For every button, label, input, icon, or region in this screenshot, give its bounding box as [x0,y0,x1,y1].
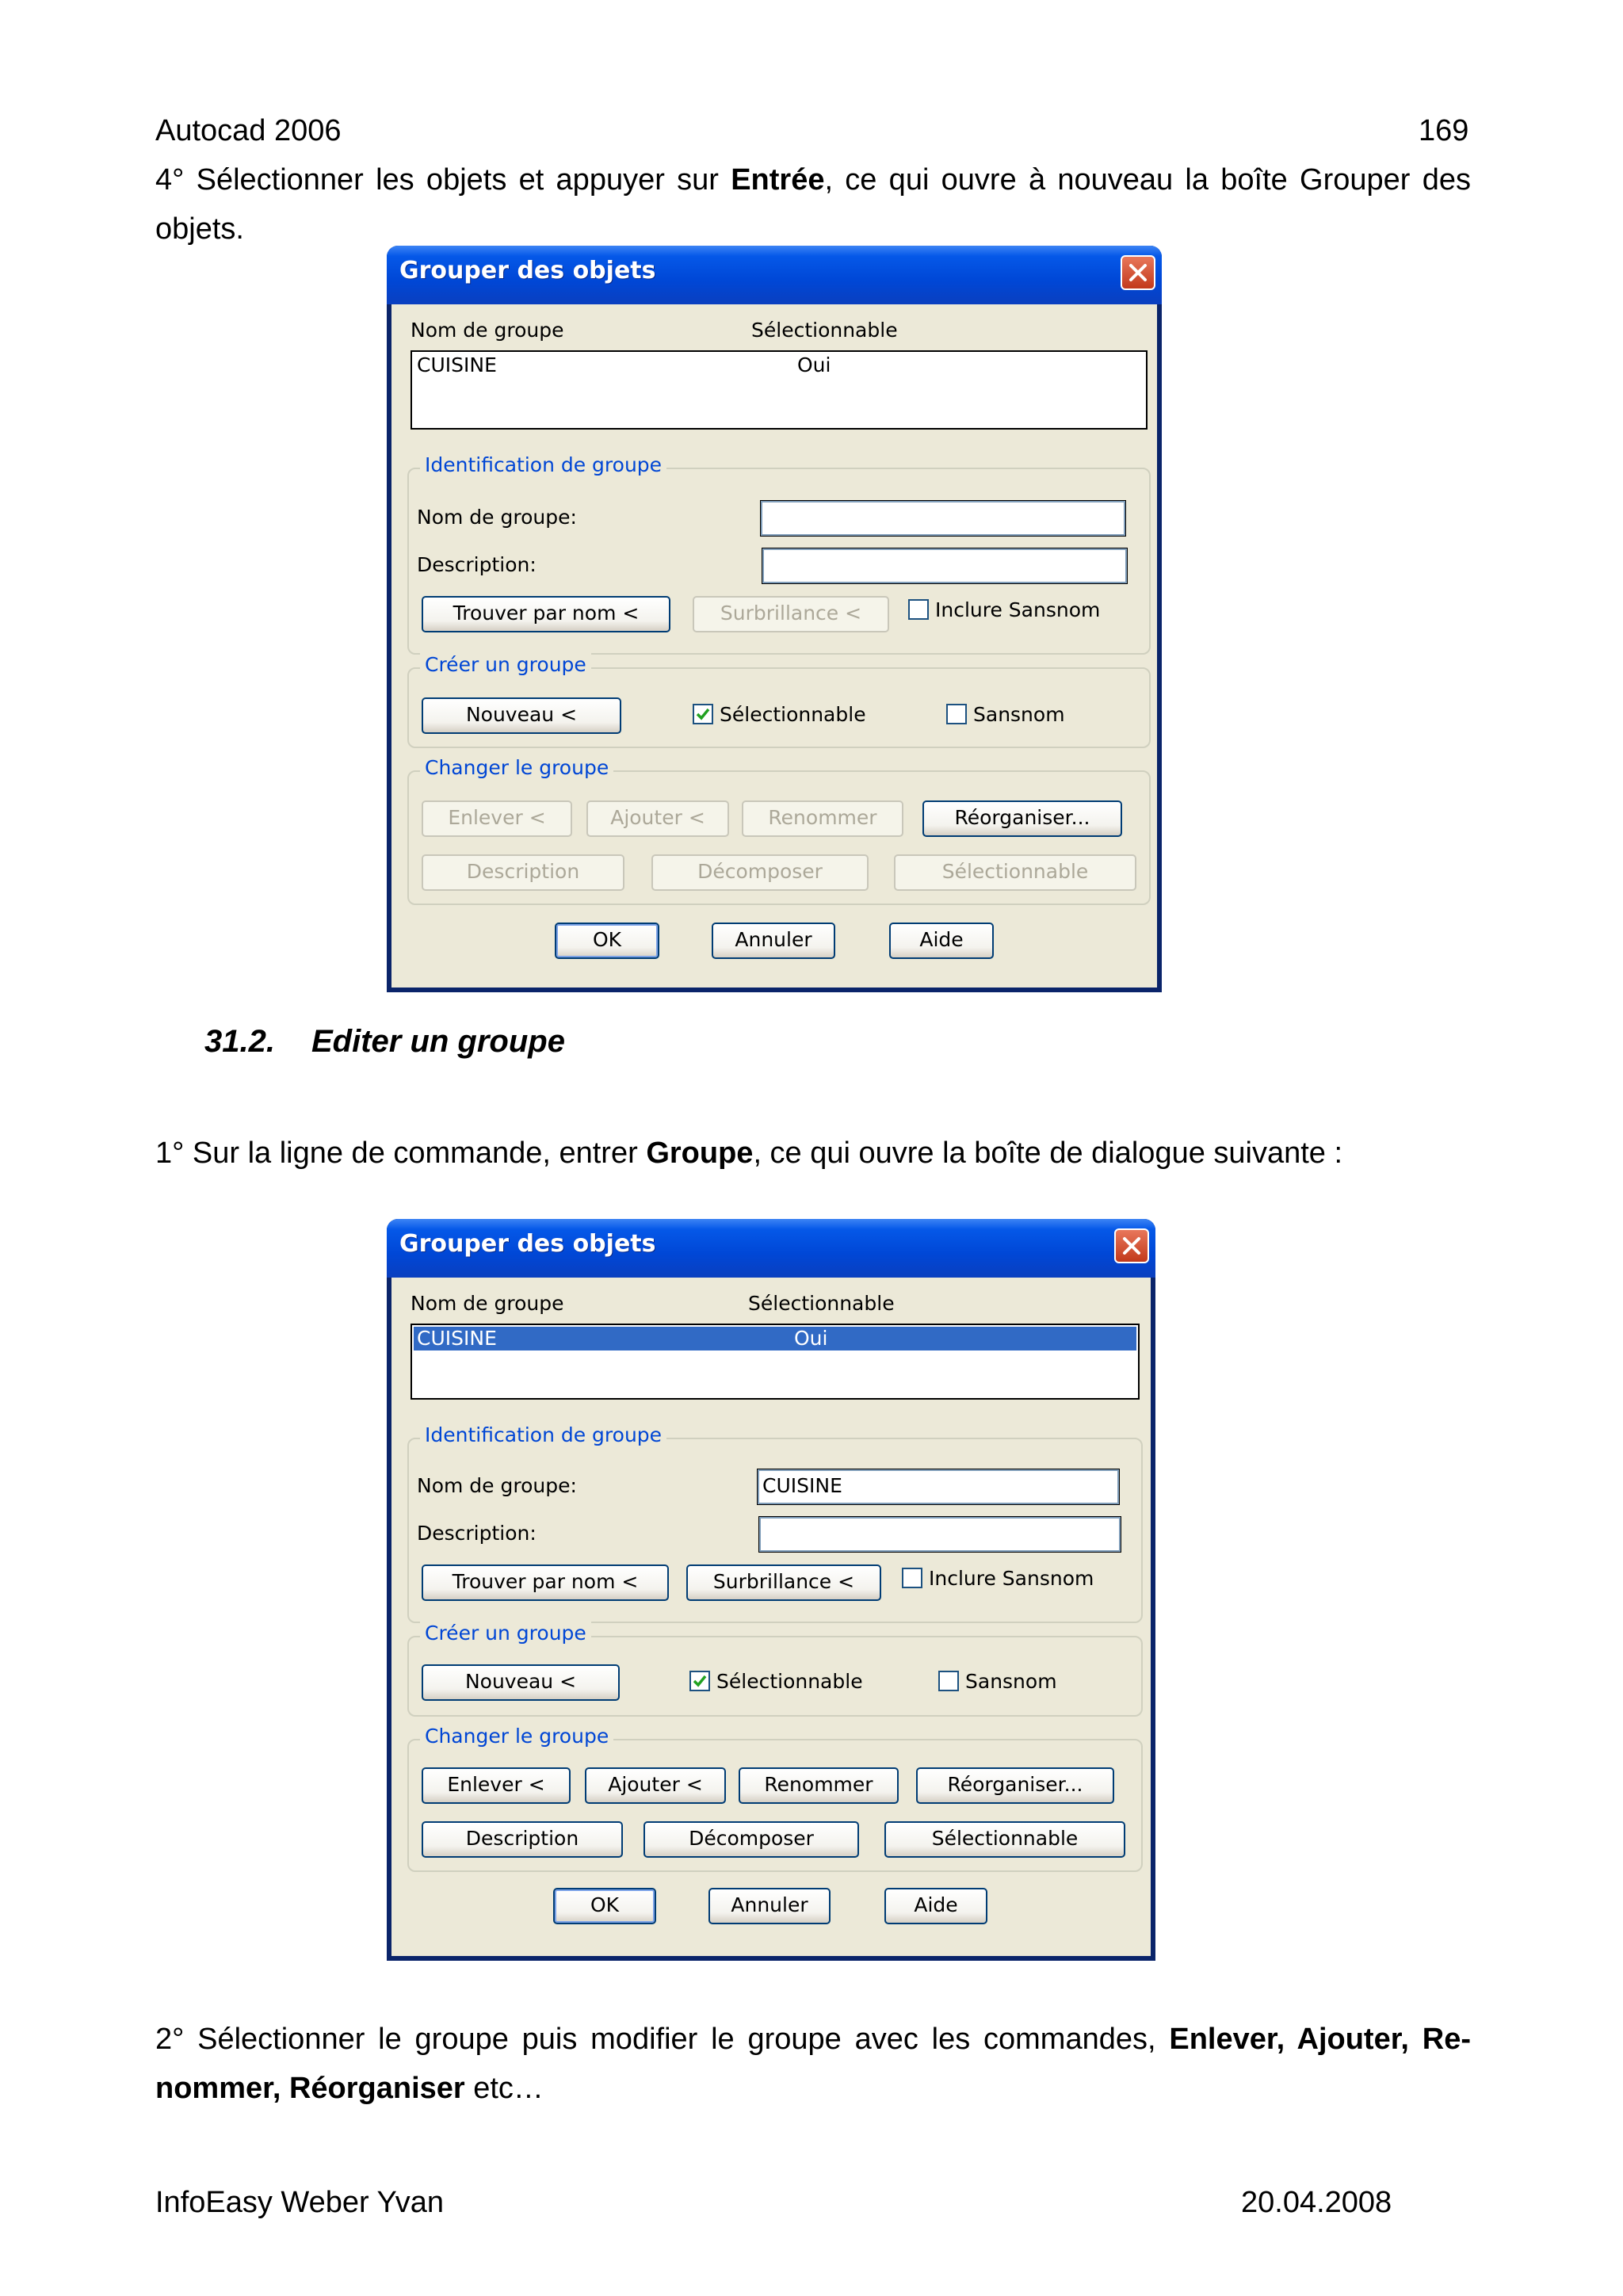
list-item[interactable] [414,353,1144,377]
checkbox-box[interactable] [938,1671,959,1691]
group-name-label: Nom de groupe: [417,1474,577,1497]
description-label: Description: [417,1522,537,1545]
check-icon [696,707,710,721]
close-icon[interactable] [1121,255,1155,290]
identification-group-title: Identification de groupe [420,1423,666,1446]
list-column-selectable: Sélectionnable [748,1292,895,1315]
reorder-button[interactable]: Réorganiser... [922,800,1122,837]
list-item-selectable: Oui [797,353,831,376]
explode-button[interactable]: Décomposer [643,1821,859,1858]
group-name-field[interactable] [761,501,1125,536]
checkbox-box[interactable] [908,599,929,620]
selectable-label: Sélectionnable [716,1670,863,1693]
step-2-bold: Enlever, Ajouter, Re-nommer, Réorganiser [155,2023,1471,2105]
create-group-title: Créer un groupe [420,1622,591,1645]
dialog-client [391,304,1157,988]
description-button[interactable]: Description [422,1821,623,1858]
unnamed-label: Sansnom [973,703,1065,726]
list-item-selected[interactable] [414,1327,1136,1350]
dialog-titlebar[interactable] [387,1219,1155,1278]
rename-button[interactable]: Renommer [739,1767,899,1804]
group-name-label: Nom de groupe: [417,506,577,529]
find-by-name-button[interactable]: Trouver par nom < [422,596,670,632]
add-button[interactable]: Ajouter < [585,1767,726,1804]
group-dialog-1 [387,246,1162,992]
ok-button[interactable]: OK [553,1888,656,1924]
group-list[interactable] [411,1324,1140,1400]
list-column-name: Nom de groupe [411,1292,564,1315]
help-button[interactable]: Aide [889,923,994,959]
step-2-text: 2° Sélectionner le groupe puis modifier le groupe avec les commandes, [155,2023,1170,2056]
group-dialog-2 [387,1219,1155,1961]
dialog-title: Grouper des objets [399,257,656,285]
section-number: 31.2. [204,1024,275,1059]
list-item-name: CUISINE [417,353,497,376]
checkbox-box[interactable] [902,1568,922,1588]
group-name-field[interactable]: CUISINE [758,1469,1119,1504]
unnamed-label: Sansnom [965,1670,1057,1693]
step-4-bold: Entrée [731,163,825,197]
selectable-button[interactable]: Sélectionnable [884,1821,1125,1858]
section-title: Editer un groupe [311,1024,565,1059]
explode-button[interactable]: Décomposer [651,854,869,891]
list-item-selectable: Oui [794,1327,828,1350]
highlight-button[interactable]: Surbrillance < [693,596,889,632]
dialog-client [391,1278,1151,1956]
description-button[interactable]: Description [422,854,624,891]
list-item-name: CUISINE [417,1327,497,1350]
create-group-title: Créer un groupe [420,653,591,676]
create-group [407,653,1151,748]
cancel-button[interactable]: Annuler [712,923,835,959]
include-unnamed-label: Inclure Sansnom [929,1567,1094,1590]
include-unnamed-label: Inclure Sansnom [935,598,1101,621]
find-by-name-button[interactable]: Trouver par nom < [422,1564,669,1601]
create-group [407,1622,1143,1717]
step-1-text: 1° Sur la ligne de commande, entrer [155,1137,647,1170]
page-footer-right: 20.04.2008 [1241,2186,1392,2219]
change-group [407,1725,1143,1872]
reorder-button[interactable]: Réorganiser... [916,1767,1114,1804]
group-list[interactable] [411,350,1148,430]
highlight-button[interactable]: Surbrillance < [686,1564,881,1601]
page-footer-left: InfoEasy Weber Yvan [155,2186,445,2219]
step-2-paragraph [155,2015,1471,2113]
checkbox-box[interactable] [946,704,967,724]
step-4-paragraph [155,155,1471,254]
close-icon[interactable] [1114,1228,1149,1263]
page-number: 169 [1419,114,1469,147]
new-button[interactable]: Nouveau < [422,697,621,734]
step-1-paragraph [155,1129,1471,1178]
new-button[interactable]: Nouveau < [422,1664,620,1701]
change-group-title: Changer le groupe [420,756,613,779]
add-button[interactable]: Ajouter < [586,800,729,837]
selectable-label: Sélectionnable [720,703,866,726]
check-icon [693,1674,707,1688]
remove-button[interactable]: Enlever < [422,1767,571,1804]
change-group [407,756,1151,905]
identification-group [407,453,1151,655]
identification-group-title: Identification de groupe [420,453,666,476]
description-field[interactable] [762,548,1127,583]
description-field[interactable] [759,1517,1121,1552]
checkbox-box[interactable] [693,704,713,724]
dialog-titlebar[interactable] [387,246,1162,304]
selectable-button[interactable]: Sélectionnable [894,854,1136,891]
section-heading [204,1024,565,1060]
step-2-text-end: etc… [464,2072,544,2105]
identification-group [407,1423,1143,1623]
description-label: Description: [417,553,537,576]
page-header-left: Autocad 2006 [155,114,342,147]
change-group-title: Changer le groupe [420,1725,613,1748]
cancel-button[interactable]: Annuler [708,1888,831,1924]
rename-button[interactable]: Renommer [742,800,903,837]
step-1-bold: Groupe [646,1137,754,1170]
checkbox-box[interactable] [689,1671,710,1691]
dialog-title: Grouper des objets [399,1230,656,1258]
step-4-text-end: , ce qui ouvre à nouveau la boîte Grouper des objets. [155,163,1471,246]
step-4-text: 4° Sélectionner les objets et appuyer sur [155,163,731,197]
list-column-name: Nom de groupe [411,319,564,342]
remove-button[interactable]: Enlever < [422,800,572,837]
list-column-selectable: Sélectionnable [751,319,898,342]
step-1-text-end: , ce qui ouvre la boîte de dialogue suivante : [753,1137,1343,1170]
ok-button[interactable]: OK [555,923,659,959]
help-button[interactable]: Aide [884,1888,987,1924]
